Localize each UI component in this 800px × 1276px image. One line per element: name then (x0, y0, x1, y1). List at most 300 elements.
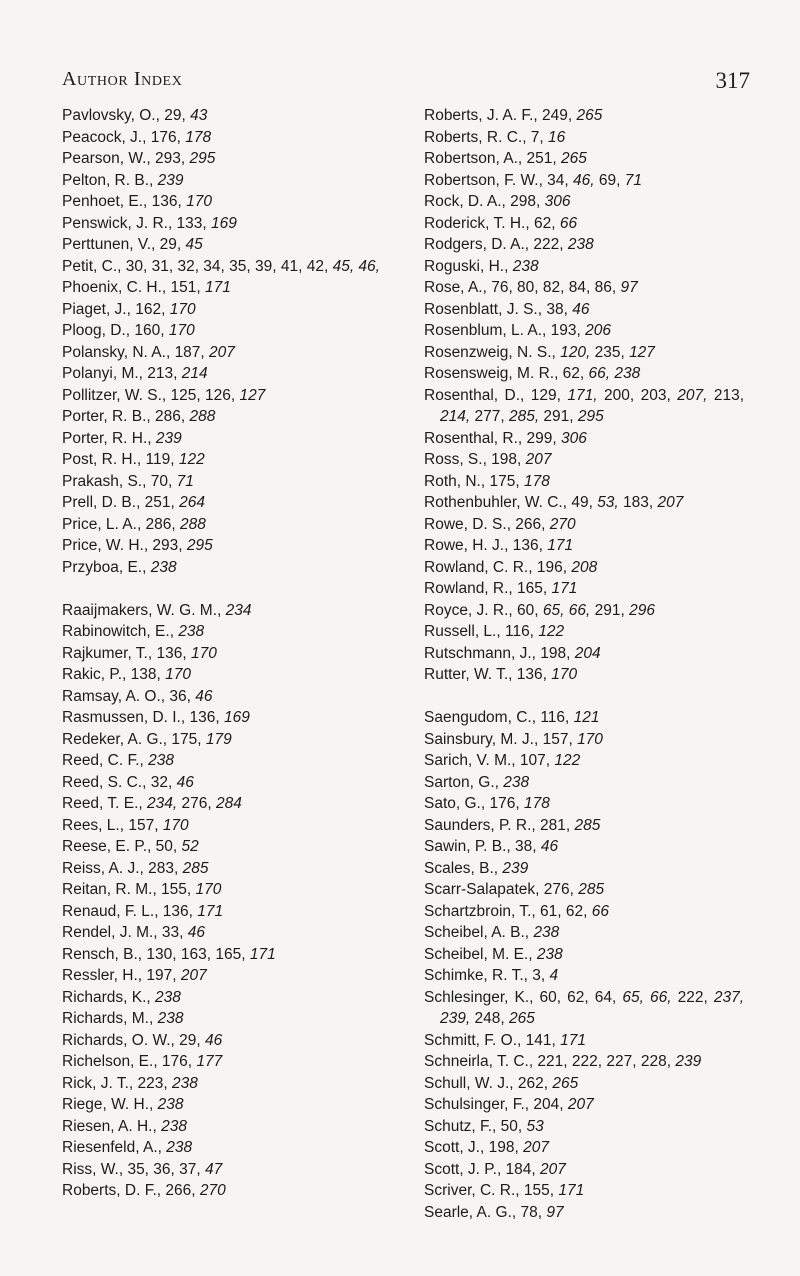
entry-page-italic: 179 (205, 730, 232, 748)
entry-text: Scott, J. P., 184, (424, 1160, 541, 1178)
entry-text: Scheibel, M. E., (424, 945, 537, 963)
entry-text: Penswick, J. R., 133, (62, 214, 212, 232)
index-entry (424, 750, 744, 772)
index-entry (424, 127, 744, 149)
index-entry (62, 406, 377, 428)
entry-page-italic: 169 (223, 709, 250, 726)
index-entry (424, 320, 744, 342)
entry-text: Roberts, R. C., 7, (424, 128, 549, 146)
entry-text: Schimke, R. T., 3, (424, 967, 550, 984)
entry-page-italic: 204 (574, 644, 601, 662)
index-entry (62, 1030, 377, 1052)
entry-page-italic: 214 (181, 365, 208, 382)
index-entry (62, 557, 377, 579)
entry-page-italic: 284 (215, 795, 242, 812)
entry-page-italic: 239 (157, 171, 184, 189)
index-entry (424, 901, 744, 923)
entry-page-italic: 295 (189, 150, 216, 167)
entry-text: Rasmussen, D. I., 136, (62, 709, 224, 726)
index-entry (424, 1137, 744, 1159)
index-entry (424, 1073, 744, 1095)
index-entry (62, 385, 377, 407)
entry-page-italic: 238 (155, 988, 181, 1006)
index-entry (424, 170, 744, 192)
entry-page-italic: 207 (523, 1139, 549, 1156)
index-entry (424, 836, 744, 858)
section-gap (424, 686, 744, 708)
index-entry (62, 793, 377, 815)
entry-text: 183, (618, 494, 658, 511)
index-entry (424, 793, 744, 815)
index-entry (424, 191, 744, 213)
entry-page-italic: 238 (567, 236, 594, 253)
entry-page-italic: 121 (573, 709, 600, 726)
entry-text: Rosenthal, R., 299, (424, 429, 561, 447)
entry-text: 291, (539, 408, 578, 425)
index-entry (62, 535, 377, 557)
entry-page-italic: 47 (205, 1160, 223, 1178)
entry-page-italic: 238 (148, 752, 175, 769)
entry-text: Prell, D. B., 251, (62, 494, 180, 511)
index-entry (62, 729, 377, 751)
index-entry (424, 944, 744, 966)
index-entry (62, 428, 377, 450)
entry-page-italic: 122 (538, 623, 565, 640)
index-entry (424, 707, 744, 729)
entry-page-italic: 238 (512, 257, 539, 275)
entry-text: 69, (594, 171, 625, 189)
index-entry (424, 1116, 744, 1138)
entry-page-italic: 170 (168, 322, 195, 339)
entry-page-italic: 97 (546, 1203, 564, 1221)
entry-text: Ressler, H., 197, (62, 967, 181, 984)
entry-text: Perttunen, V., 29, (62, 236, 186, 253)
entry-text: Schull, W. J., 262, (424, 1074, 553, 1092)
entry-page-italic: 207 (657, 494, 684, 511)
entry-page-italic: 214, (440, 408, 471, 425)
entry-text: Rosenblum, L. A., 193, (424, 322, 586, 339)
entry-text: Sato, G., 176, (424, 795, 524, 812)
entry-page-italic: 285 (578, 881, 605, 898)
entry-text: Piaget, J., 162, (62, 300, 170, 318)
entry-page-italic: 238 (166, 1139, 193, 1156)
index-entry (424, 299, 744, 321)
index-entry (62, 492, 377, 514)
entry-page-italic: 238 (178, 623, 205, 640)
entry-text: Renaud, F. L., 136, (62, 902, 198, 920)
entry-text: Post, R. H., 119, (62, 451, 179, 468)
index-entry (62, 600, 377, 622)
entry-text: Reed, S. C., 32, (62, 773, 177, 791)
index-entry (62, 320, 377, 342)
index-entry (62, 1073, 377, 1095)
index-entry (62, 836, 377, 858)
index-entry (424, 643, 744, 665)
entry-page-italic: 295 (577, 408, 604, 425)
entry-page-italic: 171 (205, 279, 231, 296)
entry-text: Polanyi, M., 213, (62, 365, 182, 382)
entry-page-italic: 46 (176, 773, 194, 791)
entry-page-italic: 171 (560, 1031, 586, 1049)
index-entry (62, 234, 377, 256)
entry-page-italic: 295 (186, 537, 213, 554)
entry-text: Robertson, A., 251, (424, 150, 562, 167)
entry-text: Pollitzer, W. S., 125, 126, (62, 386, 240, 404)
index-entry (62, 987, 377, 1009)
entry-text: Rosenthal, D., 129, (424, 386, 568, 404)
index-entry (62, 514, 377, 536)
entry-text: Scriver, C. R., 155, (424, 1182, 559, 1199)
entry-page-italic: 127 (629, 343, 655, 361)
entry-page-italic: 238 (503, 773, 530, 791)
entry-page-italic: 239 (155, 429, 182, 447)
index-entry (62, 148, 377, 170)
index-entry (424, 772, 744, 794)
entry-page-italic: 178 (185, 128, 212, 146)
entry-page-italic: 265 (561, 150, 587, 167)
index-entry (62, 191, 377, 213)
index-entry (62, 901, 377, 923)
entry-page-italic: 71 (176, 472, 194, 490)
index-entry (424, 1030, 744, 1052)
entry-page-italic: 43 (190, 107, 208, 124)
entry-text: Redeker, A. G., 175, (62, 730, 206, 748)
entry-page-italic: 45, 46, (332, 257, 380, 275)
index-entry (62, 1180, 377, 1202)
index-entry (62, 105, 377, 127)
entry-page-italic: 45 (185, 236, 203, 253)
entry-page-italic: 170 (195, 881, 222, 898)
entry-page-italic: 122 (178, 451, 205, 468)
entry-text: Reiss, A. J., 283, (62, 859, 183, 877)
entry-page-italic: 46 (187, 924, 206, 941)
index-entry (62, 922, 377, 944)
index-entry (424, 578, 744, 600)
entry-page-italic: 207 (209, 343, 235, 361)
index-entry (62, 858, 377, 880)
index-entry (424, 514, 744, 536)
entry-text: Schmitt, F. O., 141, (424, 1031, 561, 1049)
entry-text: Rothenbuhler, W. C., 49, (424, 494, 598, 511)
entry-page-italic: 170 (577, 730, 603, 748)
entry-text: Russell, L., 116, (424, 623, 539, 640)
entry-page-italic: 239 (675, 1053, 702, 1070)
entry-text: Rosenblatt, J. S., 38, (424, 300, 573, 318)
entry-page-italic: 207, (677, 386, 708, 404)
entry-page-italic: 178 (523, 795, 550, 812)
index-entry (424, 965, 744, 987)
entry-text: Pelton, R. B., (62, 171, 158, 189)
entry-page-italic: 265 (508, 1010, 535, 1027)
index-entry (62, 1094, 377, 1116)
index-column-right (424, 105, 744, 1223)
entry-text: 276, (177, 795, 216, 812)
entry-page-italic: 207 (540, 1160, 566, 1178)
index-entry (424, 1180, 744, 1202)
entry-page-italic: 171 (547, 537, 574, 554)
entry-text: Sainsbury, M. J., 157, (424, 730, 578, 748)
entry-page-italic: 46 (205, 1031, 223, 1049)
index-entry (424, 385, 744, 428)
entry-text: Schlesinger, K., 60, 62, 64, (424, 988, 623, 1006)
entry-text: Rowe, D. S., 266, (424, 515, 550, 533)
entry-page-italic: 46, (573, 171, 595, 189)
entry-text: Riss, W., 35, 36, 37, (62, 1160, 206, 1178)
entry-text: Rowe, H. J., 136, (424, 537, 548, 554)
entry-page-italic: 285 (182, 859, 209, 877)
entry-text: Rosenzweig, N. S., (424, 343, 561, 361)
entry-page-italic: 264 (179, 494, 206, 511)
index-entry (62, 256, 380, 278)
entry-text: Richards, O. W., 29, (62, 1031, 205, 1049)
entry-page-italic: 16 (548, 128, 566, 146)
entry-page-italic: 207 (525, 451, 552, 468)
entry-text: Schneirla, T. C., 221, 222, 227, 228, (424, 1053, 676, 1070)
entry-page-italic: 296 (629, 601, 655, 619)
entry-text: Rodgers, D. A., 222, (424, 236, 568, 253)
entry-page-italic: 66 (591, 902, 609, 920)
index-entry (424, 428, 744, 450)
entry-text: Roderick, T. H., 62, (424, 214, 560, 232)
entry-page-italic: 65, 66, (622, 988, 672, 1006)
entry-text: Scarr-Salapatek, 276, (424, 881, 579, 898)
index-entry (424, 535, 744, 557)
entry-text: Porter, R. H., (62, 429, 156, 447)
entry-text: Reitan, R. M., 155, (62, 881, 196, 898)
index-entry (62, 342, 377, 364)
entry-text: Rowland, R., 165, (424, 580, 552, 597)
entry-text: Sarton, G., (424, 773, 504, 791)
entry-page-italic: 239 (502, 859, 529, 877)
index-entry (62, 621, 377, 643)
index-entry (62, 750, 377, 772)
entry-text: Rakic, P., 138, (62, 666, 166, 683)
page-header (62, 68, 750, 108)
entry-text: Roguski, H., (424, 257, 513, 275)
entry-text: Petit, C., 30, 31, 32, 34, 35, 39, 41, 42, (62, 257, 333, 275)
entry-text: Phoenix, C. H., 151, (62, 279, 206, 296)
entry-page-italic: 122 (554, 752, 581, 769)
entry-text: Ramsay, A. O., 36, (62, 687, 196, 705)
entry-page-italic: 46 (572, 300, 590, 318)
entry-text: Royce, J. R., 60, (424, 601, 543, 619)
entry-page-italic: 170 (162, 816, 189, 834)
entry-text: Sarich, V. M., 107, (424, 752, 555, 769)
entry-text: 235, (590, 343, 630, 361)
entry-page-italic: 170 (169, 300, 196, 318)
entry-text: Rose, A., 76, 80, 82, 84, 86, (424, 279, 621, 296)
entry-page-italic: 171, (567, 386, 598, 404)
index-entry (424, 342, 744, 364)
entry-text: Scheibel, A. B., (424, 924, 534, 941)
index-entry (62, 127, 377, 149)
index-entry (62, 277, 377, 299)
entry-text: Reed, T. E., (62, 795, 148, 812)
entry-text: 291, (590, 601, 630, 619)
index-entry (62, 643, 377, 665)
entry-page-italic: 171 (558, 1182, 585, 1199)
index-entry (62, 1137, 377, 1159)
entry-text: Raaijmakers, W. G. M., (62, 601, 226, 619)
index-entry (62, 471, 377, 493)
entry-text: Schulsinger, F., 204, (424, 1096, 568, 1113)
index-entry (62, 449, 377, 471)
index-entry (62, 707, 377, 729)
entry-text: Robertson, F. W., 34, (424, 171, 574, 189)
index-entry (62, 686, 377, 708)
entry-text: Reese, E. P., 50, (62, 838, 182, 855)
entry-text: 222, (671, 988, 714, 1006)
entry-page-italic: 120, (560, 343, 591, 361)
entry-text: Rensch, B., 130, 163, 165, (62, 945, 250, 963)
entry-page-italic: 306 (561, 429, 587, 447)
entry-page-italic: 238 (161, 1117, 187, 1135)
entry-page-italic: 238 (157, 1010, 184, 1027)
entry-page-italic: 265 (552, 1074, 579, 1092)
entry-page-italic: 285 (574, 816, 601, 834)
entry-text: Porter, R. B., 286, (62, 408, 190, 425)
entry-text: 200, 203, (597, 386, 678, 404)
index-entry (62, 170, 377, 192)
entry-page-italic: 170 (190, 644, 217, 662)
entry-page-italic: 170 (186, 193, 212, 210)
entry-text: Richards, K., (62, 988, 156, 1006)
entry-page-italic: 306 (544, 193, 571, 210)
index-entry (424, 922, 744, 944)
index-entry (424, 449, 744, 471)
index-entry (62, 664, 377, 686)
entry-page-italic: 238 (150, 558, 177, 576)
entry-text: Penhoet, E., 136, (62, 193, 187, 210)
index-entry (424, 729, 744, 751)
entry-page-italic: 238 (533, 924, 560, 941)
index-entry (424, 363, 744, 385)
index-entry (62, 363, 377, 385)
index-entry (424, 277, 744, 299)
entry-page-italic: 46 (540, 838, 559, 855)
entry-text: Ploog, D., 160, (62, 322, 169, 339)
index-entry (424, 1094, 744, 1116)
entry-page-italic: 288 (189, 408, 216, 425)
entry-text: Pearson, W., 293, (62, 150, 190, 167)
entry-text: Rabinowitch, E., (62, 623, 179, 640)
page-number: 317 (715, 68, 750, 93)
entry-text: Rutter, W. T., 136, (424, 666, 552, 683)
index-entry (62, 879, 377, 901)
index-entry (424, 557, 744, 579)
entry-text: Peacock, J., 176, (62, 128, 186, 146)
index-entry (62, 815, 377, 837)
entry-text: Sawin, P. B., 38, (424, 838, 541, 855)
entry-text: Rick, J. T., 223, (62, 1074, 172, 1092)
entry-page-italic: 170 (551, 666, 578, 683)
entry-page-italic: 265 (576, 107, 603, 124)
index-entry (62, 772, 377, 794)
entry-text: Rosensweig, M. R., 62, (424, 365, 589, 382)
entry-text: Prakash, S., 70, (62, 472, 177, 490)
index-entry (62, 1116, 377, 1138)
entry-page-italic: 270 (549, 515, 576, 533)
entry-text: Pavlovsky, O., 29, (62, 107, 191, 124)
entry-page-italic: 207 (567, 1096, 594, 1113)
entry-text: 248, (470, 1010, 509, 1027)
entry-page-italic: 238 (157, 1096, 184, 1113)
entry-text: Reed, C. F., (62, 752, 149, 769)
running-head: Author Index (62, 68, 183, 90)
entry-text: Polansky, N. A., 187, (62, 343, 210, 361)
entry-text: Richards, M., (62, 1010, 158, 1027)
index-entry (424, 492, 744, 514)
entry-text: Richelson, E., 176, (62, 1053, 197, 1070)
index-entry (424, 234, 744, 256)
index-entry (424, 148, 744, 170)
index-entry (62, 299, 377, 321)
index-entry (62, 213, 377, 235)
index-entry (424, 815, 744, 837)
entry-page-italic: 234 (225, 601, 252, 619)
entry-text: Price, W. H., 293, (62, 537, 187, 554)
entry-text: Price, L. A., 286, (62, 515, 181, 533)
entry-page-italic: 237, 239, (440, 988, 744, 1027)
entry-page-italic: 178 (523, 472, 550, 490)
entry-page-italic: 170 (165, 666, 191, 683)
index-entry (62, 944, 377, 966)
entry-text: Roberts, J. A. F., 249, (424, 107, 577, 124)
entry-page-italic: 238 (536, 945, 563, 963)
entry-page-italic: 66, 238 (588, 365, 641, 382)
index-entry (424, 600, 744, 622)
entry-page-italic: 171 (551, 580, 578, 597)
entry-text: Riesenfeld, A., (62, 1139, 167, 1156)
index-entry (424, 1051, 744, 1073)
entry-text: Schartzbroin, T., 61, 62, (424, 902, 592, 920)
entry-text: Scales, B., (424, 859, 503, 877)
entry-page-italic: 97 (620, 279, 638, 296)
entry-text: Searle, A. G., 78, (424, 1203, 547, 1221)
index-entry (62, 965, 377, 987)
index-entry (424, 213, 744, 235)
entry-page-italic: 65, 66, (542, 601, 591, 619)
entry-text: Rendel, J. M., 33, (62, 924, 188, 941)
entry-page-italic: 71 (624, 171, 643, 189)
index-entry (62, 1159, 377, 1181)
index-entry (424, 879, 744, 901)
entry-page-italic: 66 (559, 214, 578, 232)
index-column-left (62, 105, 380, 1202)
entry-text: Roberts, D. F., 266, (62, 1182, 200, 1199)
index-entry (424, 105, 744, 127)
section-gap (62, 578, 377, 600)
entry-text: Riege, W. H., (62, 1096, 158, 1113)
entry-page-italic: 127 (239, 386, 266, 404)
entry-page-italic: 53 (526, 1117, 544, 1135)
entry-page-italic: 207 (180, 967, 207, 984)
index-entry (424, 987, 744, 1030)
entry-text: Schutz, F., 50, (424, 1117, 527, 1135)
entry-text: Rowland, C. R., 196, (424, 558, 572, 576)
entry-text: Ross, S., 198, (424, 451, 526, 468)
entry-page-italic: 171 (197, 902, 224, 920)
index-entry (424, 621, 744, 643)
index-entry (62, 1051, 377, 1073)
entry-text: Saengudom, C., 116, (424, 709, 574, 726)
entry-page-italic: 208 (571, 558, 598, 576)
index-entry (62, 1008, 377, 1030)
index-entry (424, 256, 744, 278)
entry-page-italic: 169 (211, 214, 237, 232)
entry-page-italic: 4 (549, 967, 559, 984)
entry-text: Roth, N., 175, (424, 472, 524, 490)
